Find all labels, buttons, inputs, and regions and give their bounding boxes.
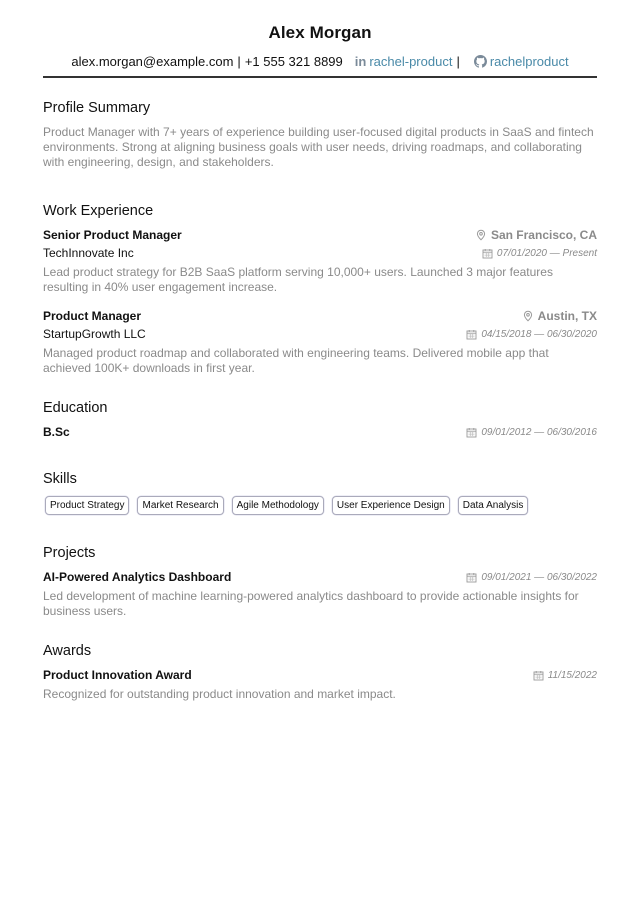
job-dates: 04/15/2018 — 06/30/2020 xyxy=(466,329,597,340)
contact-line xyxy=(43,54,597,69)
section-projects xyxy=(43,545,597,619)
email-link[interactable]: alex.morgan@example.com xyxy=(71,54,234,69)
job-dates: 07/01/2020 — Present xyxy=(482,248,597,259)
job-location: Austin, TX xyxy=(522,309,597,323)
candidate-name: Alex Morgan xyxy=(268,23,372,42)
section-title: Awards xyxy=(43,643,92,659)
linkedin-icon: in xyxy=(354,54,367,69)
award-date: 11/15/2022 xyxy=(533,670,597,681)
education-entry xyxy=(43,425,597,439)
github-link[interactable]: rachelproduct xyxy=(489,54,569,69)
award-description: Recognized for outstanding product innovation and market impact. xyxy=(43,687,396,701)
separator: | xyxy=(237,54,241,69)
github-icon xyxy=(474,55,487,68)
job-title: Senior Product Manager xyxy=(43,228,182,242)
skill-chip: User Experience Design xyxy=(332,496,450,515)
section-title: Profile Summary xyxy=(43,100,151,116)
work-entry xyxy=(43,309,597,376)
skills-list xyxy=(45,496,597,515)
company-name: TechInnovate Inc xyxy=(43,246,134,260)
calendar-icon xyxy=(466,329,477,340)
phone-number: +1 555 321 8899 xyxy=(244,54,343,69)
award-entry xyxy=(43,668,597,702)
skill-chip: Agile Methodology xyxy=(232,496,324,515)
job-location: San Francisco, CA xyxy=(475,228,597,242)
work-entry xyxy=(43,228,597,295)
skill-chip: Product Strategy xyxy=(45,496,129,515)
resume-page xyxy=(43,0,597,712)
separator: | xyxy=(456,54,460,69)
location-pin-icon xyxy=(522,310,534,322)
section-awards xyxy=(43,643,597,702)
calendar-icon xyxy=(482,248,493,259)
section-title: Work Experience xyxy=(43,203,154,219)
section-profile-summary xyxy=(43,100,597,170)
skill-chip: Data Analysis xyxy=(458,496,529,515)
location-pin-icon xyxy=(475,229,487,241)
company-name: StartupGrowth LLC xyxy=(43,327,146,341)
header-divider xyxy=(43,76,597,78)
section-work-experience xyxy=(43,203,597,376)
project-name: AI-Powered Analytics Dashboard xyxy=(43,570,232,584)
section-title: Skills xyxy=(43,471,77,487)
job-title: Product Manager xyxy=(43,309,142,323)
job-description: Managed product roadmap and collaborated with engineering teams. Delivered mobile app that achieved 100K+ downloads in first year. xyxy=(43,346,549,375)
section-title: Projects xyxy=(43,545,96,561)
summary-text: Product Manager with 7+ years of experience building user-focused digital products in SaaS and fintech environments. Strong at aligning business goals with user needs, driving roadmaps, and collaborating with engineering, design, and stakeholders. xyxy=(43,125,594,169)
calendar-icon xyxy=(466,572,477,583)
skill-chip: Market Research xyxy=(137,496,223,515)
education-dates: 09/01/2012 — 06/30/2016 xyxy=(466,427,597,438)
award-name: Product Innovation Award xyxy=(43,668,192,682)
degree: B.Sc xyxy=(43,425,70,439)
job-description: Lead product strategy for B2B SaaS platform serving 10,000+ users. Launched 3 major features resulting in 40% user engagement increase. xyxy=(43,265,553,294)
calendar-icon xyxy=(466,427,477,438)
section-title: Education xyxy=(43,400,108,416)
section-education xyxy=(43,400,597,439)
linkedin-link[interactable]: rachel-product xyxy=(369,54,453,69)
project-entry xyxy=(43,570,597,619)
project-description: Led development of machine learning-powered analytics dashboard to provide actionable insights for business users. xyxy=(43,589,579,618)
project-dates: 09/01/2021 — 06/30/2022 xyxy=(466,572,597,583)
section-skills xyxy=(43,471,597,515)
calendar-icon xyxy=(533,670,544,681)
